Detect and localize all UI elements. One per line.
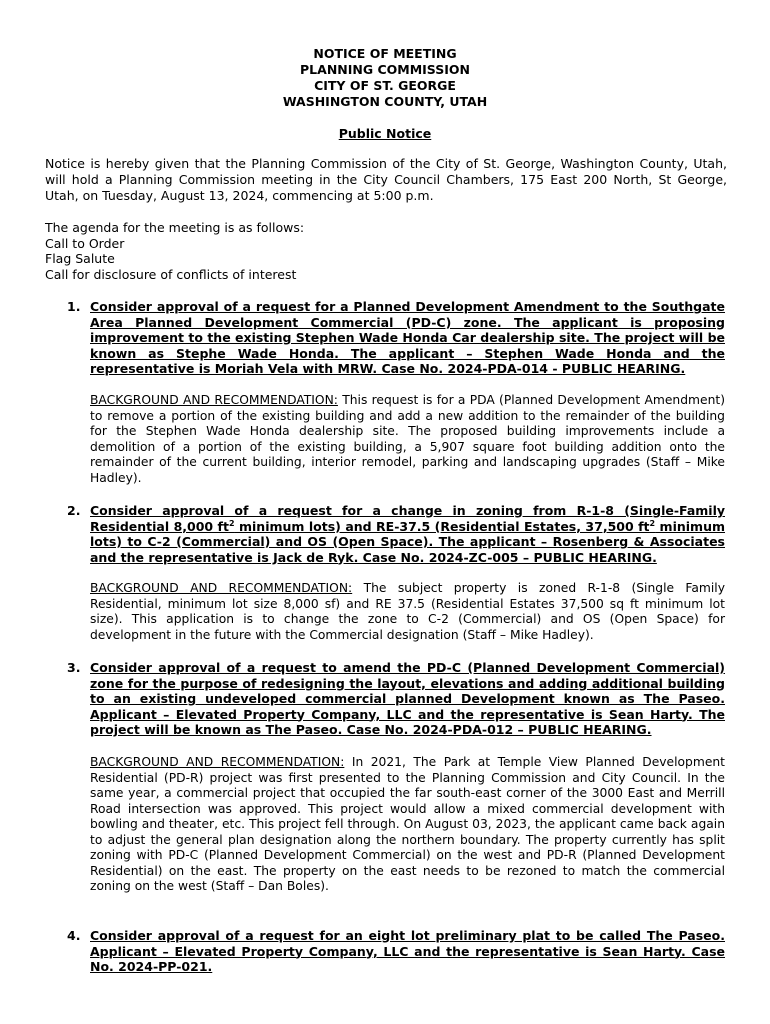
item-number: 1. — [67, 299, 81, 314]
background-text: This request is for a PDA (Planned Development Amendment) to remove a portion of the existing building and add a new addition to the remainder of the building for the Stephen Wade Honda dealership site. The proposed building improvements include a demolition of a portion of the existing building, a 5,907 square foot building addition onto the remainder of the current building, interior remodel, parking and landscaping upgrades (Staff – Mike Hadley). — [90, 393, 725, 485]
title-part: minimum lots) to C-2 (Commercial) and OS (Open Space). The applicant – Rosenberg & Associates and the representative is Jack de Ryk. Case No. 2024-ZC-005 – PUBLIC HEARING. — [90, 518, 725, 565]
intro-paragraph: Notice is hereby given that the Planning Commission of the City of St. George, Washington County, Utah, will hold a Planning Commission meeting in the City Council Chambers, 175 East 200 North, St George, Utah, on Tuesday, August 13, 2024, commencing at 5:00 p.m. — [45, 156, 727, 203]
background-label: BACKGROUND AND RECOMMENDATION: — [90, 581, 353, 595]
title-part: minimum lots) and RE-37.5 (Residential Estates, 37,500 ft — [234, 518, 650, 534]
background-label: BACKGROUND AND RECOMMENDATION: — [90, 393, 338, 407]
item-background — [90, 755, 725, 895]
agenda-item: Call for disclosure of conflicts of interest — [45, 266, 297, 282]
item-background — [90, 393, 725, 486]
header-line-3: CITY OF ST. GEORGE — [314, 78, 456, 93]
public-notice-heading: Public Notice — [338, 126, 432, 141]
agenda-heading: The agenda for the meeting is as follows: — [45, 220, 305, 235]
item-number: 4. — [67, 928, 81, 943]
item-title: Consider approval of a request for a Planned Development Amendment to the Southgate Area Planned Development Commercial (PD-C) zone. The applicant is proposing improvement to the existing Stephen Wade Honda Car dealership site. The project will be known as Stephe Wade Honda. The applicant – Stephen Wade Honda and the representative is Moriah Vela with MRW. Case No. 2024-PDA-014 - PUBLIC HEARING. — [90, 299, 725, 376]
header-line-4: WASHINGTON COUNTY, UTAH — [282, 94, 488, 109]
notice-header — [0, 46, 770, 110]
item-number: 2. — [67, 503, 81, 518]
item-title: Consider approval of a request to amend the PD-C (Planned Development Commercial) zone for the purpose of redesigning the layout, elevations and adding additional building to an existing undeveloped commercial planned Development known as The Paseo. Applicant – Elevated Property Company, LLC and the representative is Sean Harty. The project will be known as The Paseo. Case No. 2024-PDA-012 – PUBLIC HEARING. — [90, 660, 725, 737]
title-part: Consider approval of a request for a change in zoning from R-1-8 (Single-Family Residential 8,000 ft — [90, 503, 725, 534]
agenda-item: Call to Order — [45, 235, 125, 251]
header-line-1: NOTICE OF MEETING — [313, 46, 457, 61]
item-background — [90, 581, 725, 643]
header-line-2: PLANNING COMMISSION — [300, 62, 470, 77]
agenda-list — [45, 220, 727, 282]
background-text: The subject property is zoned R-1-8 (Single Family Residential, minimum lot size 8,000 sf) and RE 37.5 (Residential Estates 37,500 sq ft minimum lot size). This application is to change the zone to C-2 (Commercial) and OS (Open Space) for development in the future with the Commercial designation (Staff – Mike Hadley). — [90, 581, 726, 642]
background-text: In 2021, The Park at Temple View Planned Development Residential (PD-R) project was first presented to the Planning Commission and City Council. In the same year, a commercial project that occupied the far south-east corner of the 3000 East and Merrill Road intersection was approved. This project would allow a mixed commercial development with bowling and theater, etc. This project fell through. On August 03, 2023, the applicant came back again to adjust the general plan designation along the northern boundary. The property currently has split zoning with PD-C (Planned Development Commercial) on the west and PD-R (Planned Development Residential) on the east. The property on the east needs to be rezoned to match the commercial zoning on the west (Staff – Dan Boles). — [90, 755, 726, 893]
item-title: Consider approval of a request for an eight lot preliminary plat to be called The Paseo. Applicant – Elevated Property Company, LLC and the representative is Sean Harty. Case No. 2024-PP-021. — [90, 928, 725, 974]
item-title — [90, 503, 725, 565]
superscript: 2 — [649, 518, 656, 528]
superscript: 2 — [228, 518, 235, 528]
agenda-item: Flag Salute — [45, 251, 115, 266]
item-number: 3. — [67, 660, 81, 675]
background-label: BACKGROUND AND RECOMMENDATION: — [90, 755, 345, 769]
